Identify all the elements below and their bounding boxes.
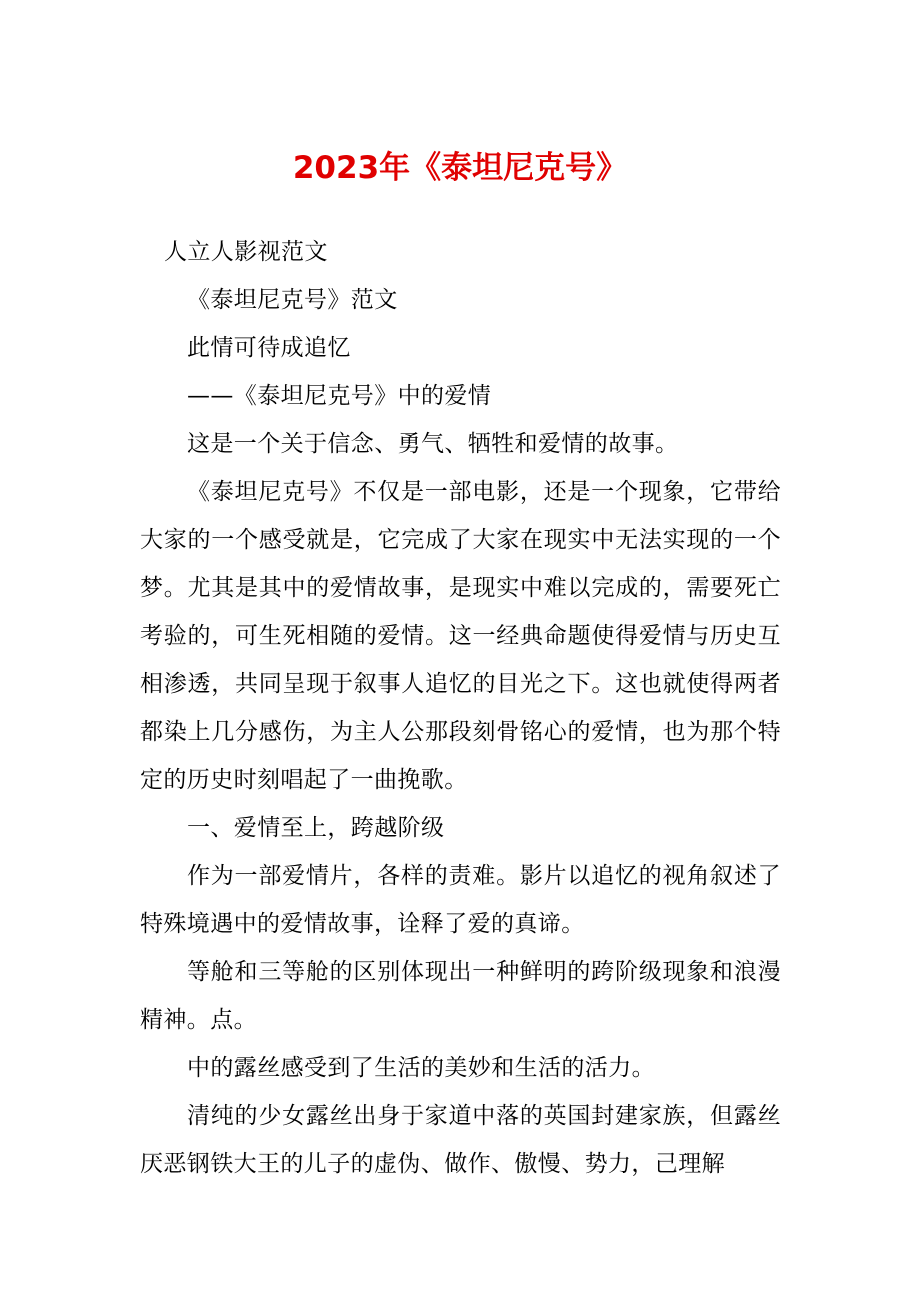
paragraph-heading: 此情可待成追忆 [187,335,351,361]
paragraph-body: 清纯的少女露丝出身于家道中落的英国封建家族，但露丝厌恶钢铁大王的儿子的虚伪、做作、傲慢、势力，己理解 [140,1103,781,1177]
section-heading: 一、爱情至上，跨越阶级 [187,815,445,841]
paragraph-source: 人立人影视范文 [164,239,328,265]
paragraph-subtitle: 《泰坦尼克号》范文 [187,287,398,313]
paragraph-body: 作为一部爱情片，各样的责难。影片以追忆的视角叙述了特殊境遇中的爱情故事，诠释了爱的真谛。 [140,863,781,937]
paragraph-body: 等舱和三等舱的区别体现出一种鲜明的跨阶级现象和浪漫精神。点。 [140,959,781,1033]
document-title: 2023年《泰坦尼克号》 [292,150,628,186]
paragraph-body: 《泰坦尼克号》不仅是一部电影，还是一个现象，它带给大家的一个感受就是，它完成了大家在现实中无法实现的一个梦。尤其是其中的爱情故事，是现实中难以完成的，需要死亡考验的，可生死相随的爱情。这一经典命题使得爱情与历史互相渗透，共同呈现于叙事人追忆的目光之下。这也就使得两者都染上几分感伤，为主人公那段刻骨铭心的爱情，也为那个特定的历史时刻唱起了一曲挽歌。 [140,479,781,793]
paragraph-heading-sub: ——《泰坦尼克号》中的爱情 [187,383,492,409]
paragraph-body: 中的露丝感受到了生活的美妙和生活的活力。 [187,1055,655,1081]
document-body [140,228,781,1188]
paragraph-intro: 这是一个关于信念、勇气、牺牲和爱情的故事。 [187,431,679,457]
